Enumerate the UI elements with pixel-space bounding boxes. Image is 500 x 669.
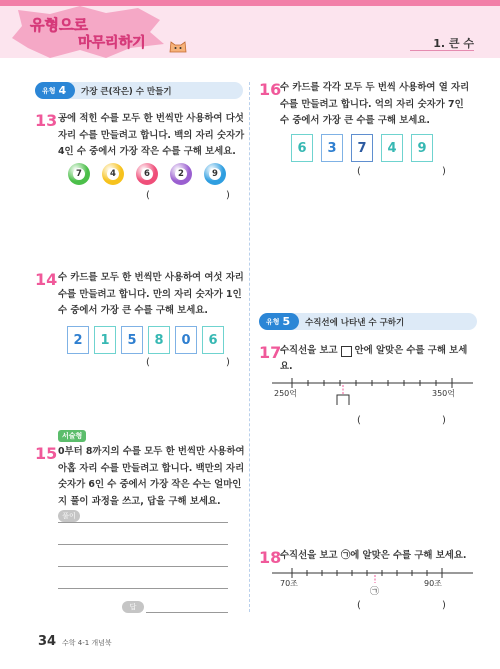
q16-cards: [291, 134, 433, 162]
q14-card: 1: [94, 326, 116, 354]
type5-title: 수직선에 나타낸 수 구하기: [305, 318, 405, 328]
q14-cards: [67, 326, 224, 354]
q13-ball: [204, 163, 226, 185]
q17-answer-box: [337, 395, 349, 405]
q14-card: 2: [67, 326, 89, 354]
q17-left-label: 250억: [274, 389, 297, 398]
q17-box-icon: [341, 346, 352, 357]
cat-mascot-icon: [168, 38, 188, 54]
type5-badge-label: 유형: [266, 317, 280, 326]
q16-number: 16: [259, 80, 282, 99]
q16-card: 7: [351, 134, 373, 162]
q18-answer-open: (: [357, 600, 361, 611]
q18-left-label: 70조: [280, 579, 298, 588]
q14-card: 0: [175, 326, 197, 354]
q17-text-line1: [280, 343, 480, 360]
type4-title: 가장 큰(작은) 수 만들기: [81, 87, 172, 97]
q15-answer-line-2[interactable]: [58, 544, 228, 545]
q17-number: 17: [259, 343, 282, 362]
q17-answer-close: ): [442, 415, 446, 426]
q16-answer-close: ): [442, 166, 446, 177]
q18-marker-label: ㉠: [370, 587, 380, 597]
q13-ball: [170, 163, 192, 185]
q14-card: 5: [121, 326, 143, 354]
type4-badge-label: 유형: [42, 86, 56, 95]
q15-solution-tag: 풀이: [58, 510, 80, 522]
q13-ball-number: 9: [209, 168, 221, 180]
q14-text: 수 카드를 모두 한 번씩만 사용하여 여섯 자리 수를 만들려고 합니다. 만의 자리 숫자가 1인 수 중에서 가장 큰 수를 구해 보세요.: [58, 272, 244, 316]
q15-text: 0부터 8까지의 수를 모두 한 번씩만 사용하여 아홉 자리 수를 만들려고 합니다. 백만의 자리 숫자가 6인 수 중에서 가장 작은 수는 얼마인 지 풀이 과정을 쓰고, 답을 구해 보세요.: [58, 446, 245, 507]
type5-number: 5: [282, 315, 291, 328]
column-divider: [249, 82, 250, 612]
q18-number: 18: [259, 548, 282, 567]
q15-descriptive-tag: 서술형: [58, 430, 86, 442]
q17-text-after: 안에 알맞은 수를 구해 보세: [354, 345, 468, 356]
q13-ball-number: 6: [141, 168, 153, 180]
q13-ball-number: 4: [107, 168, 119, 180]
type4-number: 4: [58, 84, 67, 97]
chapter-title: 1. 큰 수: [433, 37, 474, 50]
q13-ball: [136, 163, 158, 185]
q13-ball: [68, 163, 90, 185]
q18-answer-close: ): [442, 600, 446, 611]
type5-badge: [259, 313, 299, 330]
q13-answer-open: (: [146, 190, 150, 201]
q13-text: 공에 적힌 수를 모두 한 번씩만 사용하여 다섯 자리 수를 만들려고 합니다. 백의 자리 숫자가 4인 수 중에서 가장 작은 수를 구해 보세요.: [58, 113, 245, 157]
q13-answer-close: ): [226, 190, 230, 201]
q16-card: 6: [291, 134, 313, 162]
header-title-part2: 마무리하기: [78, 35, 146, 51]
page-number: 34: [38, 634, 57, 649]
q16-card: 3: [321, 134, 343, 162]
q18-text: 수직선을 보고 ㉠에 알맞은 수를 구해 보세요.: [280, 550, 467, 561]
q13-balls: [68, 163, 226, 185]
q14-answer-open: (: [146, 357, 150, 368]
q13-ball: [102, 163, 124, 185]
q16-text: 수 카드를 각각 모두 두 번씩 사용하여 열 자리 수를 만들려고 합니다. 억의 자리 숫자가 7인 수 중에서 가장 큰 수를 구해 보세요.: [280, 82, 470, 126]
q15-answer-line-3[interactable]: [58, 566, 228, 567]
q16-card: 4: [381, 134, 403, 162]
type4-badge: [35, 82, 75, 99]
q15-final-answer-line[interactable]: [146, 612, 228, 613]
q13-ball-number: 2: [175, 168, 187, 180]
q17-answer-open: (: [357, 415, 361, 426]
q13-number: 13: [35, 111, 58, 130]
chapter-underline: [410, 50, 474, 51]
q17-text-line2: 요.: [280, 361, 293, 372]
q15-number: 15: [35, 444, 58, 463]
q18-right-label: 90조: [424, 579, 442, 588]
q14-number: 14: [35, 270, 58, 289]
q14-card: 8: [148, 326, 170, 354]
q14-card: 6: [202, 326, 224, 354]
q17-right-label: 350억: [432, 389, 455, 398]
q17-text-before: 수직선을 보고: [280, 345, 338, 356]
q15-answer-line-1[interactable]: [58, 522, 228, 523]
q16-card: 9: [411, 134, 433, 162]
q15-answer-line-4[interactable]: [58, 588, 228, 589]
book-title: 수학 4-1 개념북: [62, 639, 112, 647]
header-title-part1: 유형으로: [30, 16, 88, 34]
q15-answer-tag: 답: [122, 601, 144, 613]
q16-answer-open: (: [357, 166, 361, 177]
q14-answer-close: ): [226, 357, 230, 368]
q13-ball-number: 7: [73, 168, 85, 180]
